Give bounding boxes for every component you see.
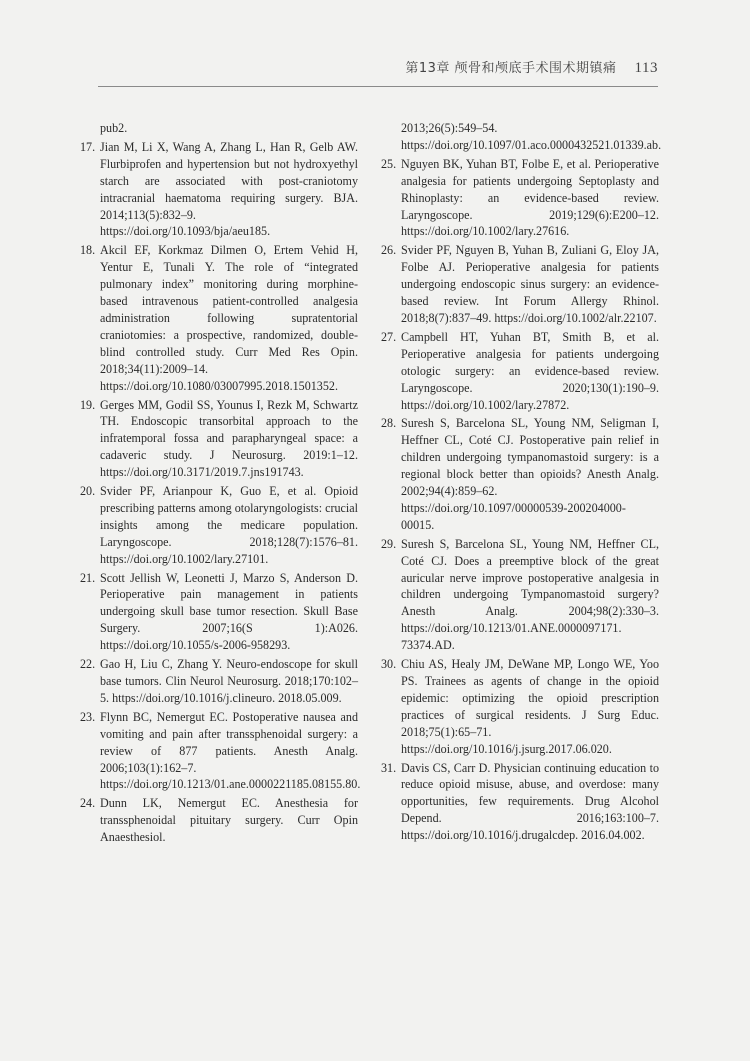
- page-header: [0, 57, 658, 79]
- reference-number: 17.: [80, 139, 96, 154]
- reference-continuation: pub2.: [100, 121, 128, 135]
- reference-text: Scott Jellish W, Leonetti J, Marzo S, Anderson D. Perioperative pain management in patients undergoing skull base tumor resection. Skull Base Surgery. 2007;16(S 1):A026. https://doi.org/10.1055/s-2006-958293.: [100, 570, 358, 653]
- reference-column-left: [80, 120, 361, 848]
- reference-item: [381, 156, 659, 241]
- reference-text: Jian M, Li X, Wang A, Zhang L, Han R, Gelb AW. Flurbiprofen and hypertension but not hydroxyethyl starch are associated with post-craniotomy intracranial haematoma requiring surgery. BJA. 2014;113(5):832–9. https://doi.org/10.1093/bja/aeu185.: [100, 139, 358, 239]
- header-rule: [98, 86, 658, 87]
- reference-column-right: [381, 120, 662, 846]
- reference-number: 29.: [381, 536, 397, 551]
- reference-number: 19.: [80, 397, 96, 412]
- reference-number: 26.: [381, 243, 397, 258]
- reference-number: 21.: [80, 570, 96, 585]
- page-number: 113: [634, 60, 658, 76]
- chapter-title: 第13章 颅骨和颅底手术围术期镇痛: [405, 61, 617, 76]
- reference-item: [80, 795, 358, 846]
- reference-text: Campbell HT, Yuhan BT, Smith B, et al. Perioperative analgesia for patients undergoing otologic surgery: an evidence-based review. Laryngoscope. 2020;130(1):190–9. https://doi.org/10.1002/lary.27872.: [401, 329, 659, 412]
- reference-item: [381, 656, 659, 757]
- reference-item: [80, 242, 358, 394]
- reference-number: 18.: [80, 243, 96, 258]
- reference-number: 27.: [381, 329, 397, 344]
- reference-item: [80, 570, 358, 655]
- reference-number: 23.: [80, 709, 96, 724]
- reference-item: [80, 709, 361, 794]
- reference-item: [80, 656, 358, 707]
- reference-text: Suresh S, Barcelona SL, Young NM, Seligman I, Heffner CL, Coté CJ. Postoperative pain relief in children undergoing tympanomastoid surgery: is a regional block better than opioids? Anesth Analg. 2002;94(4):859–62. https://doi.org/10.1097/00000539-200204000-00015.: [401, 416, 659, 532]
- reference-text: Suresh S, Barcelona SL, Young NM, Heffner CL, Coté CJ. Does a preemptive block of the great auricular nerve improve postoperative analgesia in children undergoing Tympanomastoid surgery? Anesth Analg. 2004;98(2):330–3. https://doi.org/10.1213/01.ANE.0000097171. 73374.AD.: [401, 536, 659, 653]
- reference-text: Chiu AS, Healy JM, DeWane MP, Longo WE, Yoo PS. Trainees as agents of change in the opioid epidemic: optimizing the opioid prescription practices of surgical residents. J Surg Educ. 2018;75(1):65–71. https://doi.org/10.1016/j.jsurg.2017.06.020.: [401, 657, 659, 756]
- reference-number: 30.: [381, 657, 397, 672]
- reference-item: [80, 483, 358, 568]
- reference-number: 28.: [381, 416, 397, 431]
- reference-item: [381, 760, 659, 845]
- reference-item: [381, 329, 659, 414]
- reference-text: Flynn BC, Nemergut EC. Postoperative nausea and vomiting and pain after transsphenoidal surgery: a review of 877 patients. Anesth Analg. 2006;103(1):162–7. https://doi.org/10.1213/01.ane.0000221185.08155.80.: [100, 709, 361, 792]
- reference-text: Gao H, Liu C, Zhang Y. Neuro-endoscope for skull base tumors. Clin Neurol Neurosurg. 2018;170:102–5. https://doi.org/10.1016/j.clineuro. 2018.05.009.: [100, 657, 358, 705]
- reference-number: 20.: [80, 484, 96, 499]
- reference-number: 22.: [80, 657, 96, 672]
- reference-item: [80, 397, 358, 482]
- reference-number: 24.: [80, 796, 96, 811]
- reference-text: Gerges MM, Godil SS, Younus I, Rezk M, Schwartz TH. Endoscopic transorbital approach to the infratemporal fossa and parapharyngeal space: a cadaveric study. J Neurosurg. 2019:1–12. https://doi.org/10.3171/2019.7.jns191743.: [100, 397, 358, 480]
- reference-continuation: 2013;26(5):549–54. https://doi.org/10.1097/01.aco.0000432521.01339.ab.: [401, 121, 662, 152]
- reference-text: Nguyen BK, Yuhan BT, Folbe E, et al. Perioperative analgesia for patients undergoing Septoplasty and Rhinoplasty: an evidence-based review. Laryngoscope. 2019;129(6):E200–12. https://doi.org/10.1002/lary.27616.: [401, 156, 659, 239]
- reference-text: Svider PF, Nguyen B, Yuhan B, Zuliani G, Eloy JA, Folbe AJ. Perioperative analgesia for patients undergoing endoscopic sinus surgery: an evidence-based review. Int Forum Allergy Rhinol. 2018;8(7):837–49. https://doi.org/10.1002/alr.22107.: [401, 243, 659, 325]
- reference-text: Davis CS, Carr D. Physician continuing education to reduce opioid misuse, abuse, and overdose: many opportunities, few requirements. Drug Alcohol Depend. 2016;163:100–7. https://doi.org/10.1016/j.drugalcdep. 2016.04.002.: [401, 760, 659, 843]
- reference-text: Svider PF, Arianpour K, Guo E, et al. Opioid prescribing patterns among otolaryngologists: crucial insights among the medicare population. Laryngoscope. 2018;128(7):1576–81. https://doi.org/10.1002/lary.27101.: [100, 484, 358, 566]
- reference-item: [381, 415, 659, 533]
- reference-number: 31.: [381, 760, 397, 775]
- reference-item: [381, 536, 659, 654]
- reference-number: 25.: [381, 156, 397, 171]
- reference-item: [381, 242, 659, 327]
- reference-text: Dunn LK, Nemergut EC. Anesthesia for transsphenoidal pituitary surgery. Curr Opin Anaesthesiol.: [100, 796, 358, 845]
- reference-item: [80, 139, 358, 240]
- reference-text: Akcil EF, Korkmaz Dilmen O, Ertem Vehid H, Yentur E, Tunali Y. The role of “integrated pulmonary index” monitoring during morphine-based intravenous patient-controlled analgesia administration following supratentorial craniotomies: a prospective, randomized, double-blind controlled study. Curr Med Res Opin. 2018;34(11):2009–14. https://doi.org/10.1080/03007995.2018.1501352.: [100, 243, 358, 393]
